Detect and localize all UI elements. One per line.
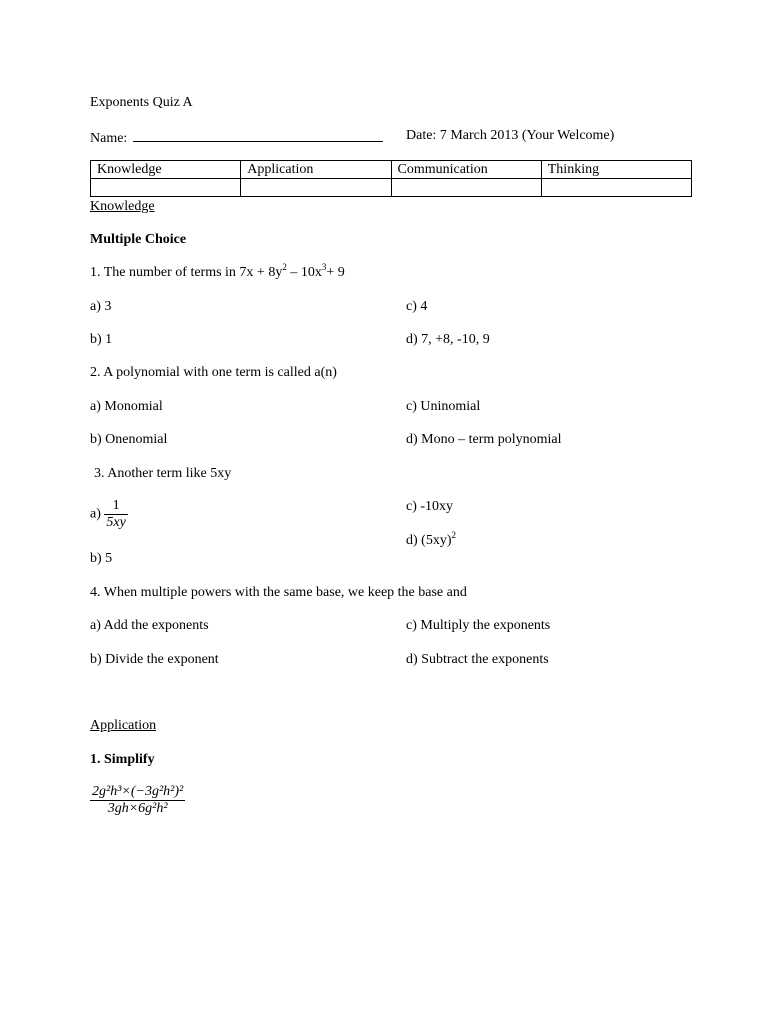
quiz-title: Exponents Quiz A — [90, 95, 193, 110]
score-thinking[interactable] — [541, 179, 691, 197]
q2-option-c[interactable]: c) Uninomial — [406, 399, 481, 414]
q3-d-base: d) (5xy) — [406, 533, 452, 548]
q3-a-numerator: 1 — [104, 498, 127, 515]
simplify-heading: 1. Simplify — [90, 752, 155, 767]
q3-option-a[interactable] — [90, 498, 128, 531]
q2-option-d[interactable]: d) Mono – term polynomial — [406, 432, 562, 447]
q4-text: 4. When multiple powers with the same base, we keep the base and — [90, 585, 467, 600]
header-application: Application — [241, 161, 391, 179]
q4-option-d[interactable]: d) Subtract the exponents — [406, 652, 549, 667]
q4-option-c[interactable]: c) Multiply the exponents — [406, 618, 551, 633]
q1-suffix: + 9 — [326, 265, 345, 280]
marks-table — [90, 160, 692, 197]
simplify-expression — [90, 784, 185, 817]
q1-option-d[interactable]: d) 7, +8, -10, 9 — [406, 332, 490, 347]
q1-sup1: 2 — [282, 262, 287, 272]
name-row — [90, 127, 383, 148]
score-application[interactable] — [241, 179, 391, 197]
header-thinking: Thinking — [541, 161, 691, 179]
application-heading: Application — [90, 718, 157, 733]
q1-sup2: 3 — [321, 262, 327, 272]
knowledge-heading: Knowledge — [90, 199, 155, 214]
q2-option-a[interactable]: a) Monomial — [90, 399, 163, 414]
marks-score-row — [91, 179, 692, 197]
q1-mid: – 10x — [286, 265, 322, 280]
q4-option-a[interactable]: a) Add the exponents — [90, 618, 209, 633]
q3-text: 3. Another term like 5xy — [94, 466, 232, 481]
q3-option-d[interactable] — [406, 532, 456, 550]
q3-a-fraction — [104, 498, 127, 531]
marks-header-row — [91, 161, 692, 179]
q1-option-a[interactable]: a) 3 — [90, 299, 112, 314]
header-knowledge: Knowledge — [91, 161, 241, 179]
q3-a-denominator: 5xy — [106, 515, 126, 530]
q3-option-b[interactable]: b) 5 — [90, 551, 113, 566]
q1-option-b[interactable]: b) 1 — [90, 332, 113, 347]
q3-option-c[interactable]: c) -10xy — [406, 499, 454, 514]
q3-d-sup: 2 — [451, 530, 456, 540]
header-communication: Communication — [391, 161, 541, 179]
q4-option-b[interactable]: b) Divide the exponent — [90, 652, 219, 667]
q1-text — [90, 264, 345, 282]
multiple-choice-heading: Multiple Choice — [90, 232, 187, 247]
q2-text: 2. A polynomial with one term is called a(n) — [90, 365, 337, 380]
simplify-numerator: 2g²h³×(−3g²h²)² — [92, 784, 184, 799]
q2-option-b[interactable]: b) Onenomial — [90, 432, 168, 447]
q1-option-c[interactable]: c) 4 — [406, 299, 428, 314]
score-communication[interactable] — [391, 179, 541, 197]
score-knowledge[interactable] — [91, 179, 241, 197]
simplify-fraction — [90, 784, 185, 817]
name-label: Name: — [90, 131, 128, 146]
date-label: Date: 7 March 2013 (Your Welcome) — [406, 128, 615, 143]
q1-prefix: 1. The number of terms in 7x + 8y — [90, 265, 283, 280]
q3-a-label: a) — [90, 506, 101, 522]
name-blank-line[interactable] — [133, 127, 383, 142]
simplify-denominator: 3gh×6g²h² — [107, 801, 168, 816]
